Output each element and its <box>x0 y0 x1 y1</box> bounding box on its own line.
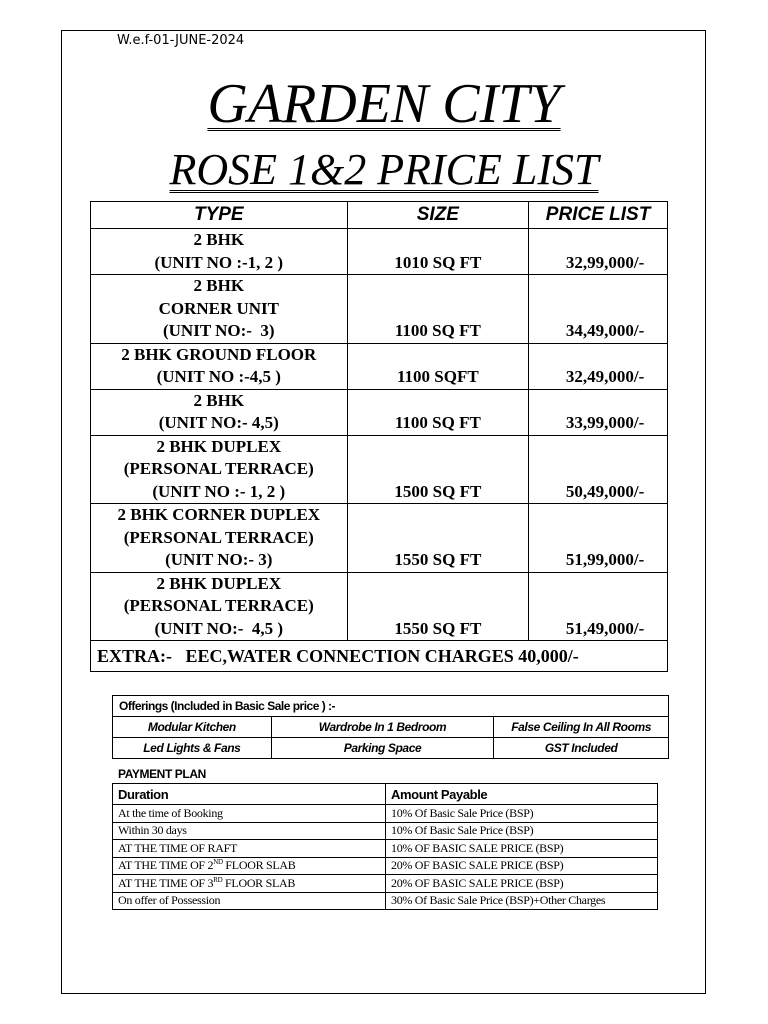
offerings-heading: Offerings (Included in Basic Sale price ) :- <box>113 696 669 717</box>
price-table <box>90 201 668 672</box>
amount-cell: 10% OF BASIC SALE PRICE (BSP) <box>386 840 658 858</box>
offerings-table <box>112 695 669 759</box>
unit-size: 1100 SQFT <box>347 343 529 389</box>
unit-price: 50,49,000/- <box>529 435 668 504</box>
offering-item: Led Lights & Fans <box>113 738 272 759</box>
header-price: PRICE LIST <box>529 202 668 229</box>
table-row <box>91 389 668 435</box>
offering-item: GST Included <box>494 738 669 759</box>
table-row <box>113 857 658 875</box>
unit-size: 1100 SQ FT <box>347 389 529 435</box>
amount-cell: 10% Of Basic Sale Price (BSP) <box>386 805 658 823</box>
offerings-row <box>113 738 669 759</box>
table-row <box>113 805 658 823</box>
amount-cell: 10% Of Basic Sale Price (BSP) <box>386 822 658 840</box>
unit-type: 2 BHK CORNER DUPLEX (PERSONAL TERRACE) (UNIT NO:- 3) <box>91 504 348 573</box>
header-amount: Amount Payable <box>386 784 658 805</box>
unit-type: 2 BHK (UNIT NO :-1, 2 ) <box>91 229 348 275</box>
unit-price: 33,99,000/- <box>529 389 668 435</box>
table-row <box>91 504 668 573</box>
unit-price: 51,99,000/- <box>529 504 668 573</box>
table-row <box>91 275 668 344</box>
offering-item: Modular Kitchen <box>113 717 272 738</box>
offerings-row <box>113 717 669 738</box>
header-duration: Duration <box>113 784 386 805</box>
effective-date: W.e.f-01-JUNE-2024 <box>117 33 245 48</box>
table-row <box>91 572 668 641</box>
table-row <box>113 875 658 893</box>
duration-cell: At the time of Booking <box>113 805 386 823</box>
table-row <box>91 435 668 504</box>
extra-charges-row <box>91 641 668 672</box>
duration-cell: On offer of Possession <box>113 892 386 910</box>
offering-item: False Ceiling In All Rooms <box>494 717 669 738</box>
unit-price: 32,49,000/- <box>529 343 668 389</box>
table-row <box>91 343 668 389</box>
offering-item: Parking Space <box>271 738 494 759</box>
table-row <box>113 892 658 910</box>
header-type: TYPE <box>91 202 348 229</box>
payment-plan-header <box>113 784 658 805</box>
payment-plan-label: PAYMENT PLAN <box>118 767 206 781</box>
amount-cell: 20% OF BASIC SALE PRICE (BSP) <box>386 857 658 875</box>
price-table-header <box>91 202 668 229</box>
payment-plan-table <box>112 783 658 910</box>
page-title: GARDEN CITY <box>207 73 561 135</box>
unit-size: 1550 SQ FT <box>347 572 529 641</box>
header-size: SIZE <box>347 202 529 229</box>
table-row <box>91 229 668 275</box>
unit-type: 2 BHK GROUND FLOOR (UNIT NO :-4,5 ) <box>91 343 348 389</box>
amount-cell: 20% OF BASIC SALE PRICE (BSP) <box>386 875 658 893</box>
unit-size: 1550 SQ FT <box>347 504 529 573</box>
duration-cell: AT THE TIME OF 2ND FLOOR SLAB <box>113 857 386 875</box>
extra-charges: EXTRA:- EEC,WATER CONNECTION CHARGES 40,000/- <box>91 641 668 672</box>
unit-price: 34,49,000/- <box>529 275 668 344</box>
unit-size: 1010 SQ FT <box>347 229 529 275</box>
unit-size: 1100 SQ FT <box>347 275 529 344</box>
unit-type: 2 BHK CORNER UNIT (UNIT NO:- 3) <box>91 275 348 344</box>
table-row <box>113 840 658 858</box>
unit-type: 2 BHK DUPLEX (PERSONAL TERRACE) (UNIT NO:- 4,5 ) <box>91 572 348 641</box>
offering-item: Wardrobe In 1 Bedroom <box>271 717 494 738</box>
duration-cell: Within 30 days <box>113 822 386 840</box>
page-subtitle: ROSE 1&2 PRICE LIST <box>169 145 599 194</box>
unit-price: 51,49,000/- <box>529 572 668 641</box>
unit-price: 32,99,000/- <box>529 229 668 275</box>
table-row <box>113 822 658 840</box>
unit-type: 2 BHK (UNIT NO:- 4,5) <box>91 389 348 435</box>
duration-cell: AT THE TIME OF RAFT <box>113 840 386 858</box>
amount-cell: 30% Of Basic Sale Price (BSP)+Other Charges <box>386 892 658 910</box>
duration-cell: AT THE TIME OF 3RD FLOOR SLAB <box>113 875 386 893</box>
unit-size: 1500 SQ FT <box>347 435 529 504</box>
unit-type: 2 BHK DUPLEX (PERSONAL TERRACE) (UNIT NO :- 1, 2 ) <box>91 435 348 504</box>
